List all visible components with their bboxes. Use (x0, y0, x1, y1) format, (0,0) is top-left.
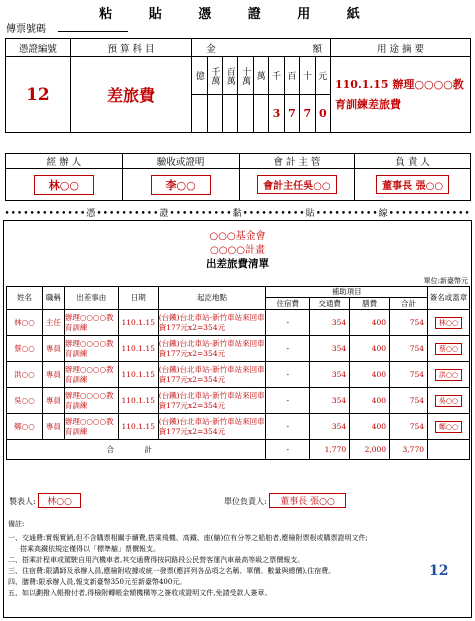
row-route: (台鐵)台北車站-新竹車站來回車資177元x2=354元 (158, 388, 266, 414)
row-transport: 354 (310, 414, 350, 440)
digit-yi (192, 95, 207, 133)
digit-yuan: 0 (315, 95, 330, 133)
col-title: 職稱 (42, 287, 64, 310)
handler-cell (6, 169, 123, 201)
transfer-no-label: 傳票號碼 (6, 24, 46, 35)
total-label: 合 計 (7, 440, 266, 460)
amount-header (192, 39, 331, 57)
document-title: 粘 貼 憑 證 用 紙 (99, 7, 376, 22)
row-sign (428, 336, 470, 362)
row-route: (台鐵)台北車站-新竹車站來回車資177元x2=354元 (158, 362, 266, 388)
notes-section (8, 519, 470, 599)
col-name: 姓名 (7, 287, 43, 310)
row-route: (台鐵)台北車站-新竹車站來回車資177元x2=354元 (158, 336, 266, 362)
handler-header: 經 辦 人 (6, 154, 123, 169)
unit-qian: 千 (269, 57, 284, 95)
table-row (7, 336, 470, 362)
preparer-label: 製表人: (9, 497, 36, 506)
col-sign: 簽名或蓋章 (428, 287, 470, 310)
amount-header-right: 額 (312, 43, 322, 55)
row-lodging: - (266, 310, 310, 336)
row-title: 專員 (42, 388, 64, 414)
row-meals: 400 (350, 310, 390, 336)
total-lodging: - (266, 440, 310, 460)
row-lodging: - (266, 362, 310, 388)
responsible-cell (355, 169, 471, 201)
preparer-section (9, 493, 81, 508)
purpose-value: 110.1.15 辦理○○○○教育訓練差旅費 (330, 57, 470, 133)
unit-shiwan: 十萬 (238, 57, 253, 95)
budget-subject-value: 差旅費 (70, 57, 191, 133)
row-title: 主任 (42, 310, 64, 336)
row-route: (台鐵)台北車站-新竹車站來回車資177元x2=354元 (158, 414, 266, 440)
plan-name: ○○○○計畫 (210, 245, 265, 256)
col-total: 合計 (390, 298, 428, 310)
row-lodging: - (266, 414, 310, 440)
row-lodging: - (266, 336, 310, 362)
unit-yuan: 元 (315, 57, 330, 95)
row-lodging: - (266, 388, 310, 414)
row-transport: 354 (310, 362, 350, 388)
col-meals: 膳費 (350, 298, 390, 310)
row-date: 110.1.15 (118, 388, 158, 414)
row-route: (台鐵)台北車站-新竹車站來回車資177元x2=354元 (158, 310, 266, 336)
digit-baiwan (223, 95, 238, 133)
sign-stamp: 蔡○○ (435, 343, 462, 355)
row-reason: 辦理○○○○教育訓練 (64, 414, 118, 440)
row-sign (428, 310, 470, 336)
row-meals: 400 (350, 336, 390, 362)
page-number: 12 (429, 563, 449, 579)
unit-head-stamp: 董事長 張○○ (269, 493, 346, 508)
unit-head-label: 單位負責人: (224, 497, 267, 506)
expense-rows (7, 310, 470, 440)
row-name: 吳○○ (7, 388, 43, 414)
unit-qianwan: 千萬 (207, 57, 222, 95)
unit-baiwan: 百萬 (223, 57, 238, 95)
sign-stamp: 吳○○ (435, 395, 462, 407)
total-row (7, 440, 470, 460)
row-name: 鄭○○ (7, 414, 43, 440)
digit-bai: 7 (284, 95, 299, 133)
row-meals: 400 (350, 388, 390, 414)
digit-qianwan (207, 95, 222, 133)
responsible-stamp: 董事長 張○○ (376, 175, 449, 194)
row-date: 110.1.15 (118, 362, 158, 388)
row-transport: 354 (310, 388, 350, 414)
row-total: 754 (390, 388, 428, 414)
travel-expense-form (3, 220, 472, 618)
notes-title: 備註: (8, 520, 25, 528)
note-item: 搭乘高鐵依規定僅得以「標準艙」票價報支。 (20, 545, 160, 553)
col-date: 日期 (118, 287, 158, 310)
voucher-table (5, 38, 471, 133)
preparer-stamp: 林○○ (38, 493, 81, 508)
purpose-header: 用 途 摘 要 (330, 39, 470, 57)
row-sign (428, 414, 470, 440)
row-transport: 354 (310, 336, 350, 362)
col-reason: 出差事由 (64, 287, 118, 310)
form-name: 出差旅費清單 (206, 258, 269, 270)
row-total: 754 (390, 362, 428, 388)
total-sign (428, 440, 470, 460)
row-title: 專員 (42, 336, 64, 362)
row-name: 洪○○ (7, 362, 43, 388)
row-name: 蔡○○ (7, 336, 43, 362)
row-title: 專員 (42, 362, 64, 388)
row-name: 林○○ (7, 310, 43, 336)
signature-table (5, 153, 471, 201)
org-name: ○○○基金會 (209, 231, 266, 242)
currency-unit: 單位:新臺幣元 (423, 277, 468, 285)
sign-stamp: 洪○○ (435, 369, 462, 381)
table-row (7, 414, 470, 440)
total-meals: 2,000 (350, 440, 390, 460)
col-route: 起訖地點 (158, 287, 266, 310)
note-item: 一、交通費:實報實銷,但不含購票相關手續費,搭乘飛機、高鐵、座(艙)位有分等之船舶者,應檢附票根或購票證明文件; (8, 534, 368, 542)
total-total: 3,770 (390, 440, 428, 460)
note-item: 二、搭乘計程車或駕駛自用汽機車者,其交通費得按同路段公民營客運汽車最高等級之票價報支。 (8, 556, 305, 564)
row-sign (428, 362, 470, 388)
handler-stamp: 林○○ (34, 175, 94, 195)
row-transport: 354 (310, 310, 350, 336)
digit-shiwan (238, 95, 253, 133)
row-meals: 400 (350, 414, 390, 440)
col-subsidy: 補助項目 (266, 287, 428, 298)
transfer-no-line (58, 31, 128, 32)
sign-stamp: 鄭○○ (435, 421, 462, 433)
note-item: 五、如以劃撥入帳撥付者,得檢附轉帳金額機構等之簽收或證明文件,免請受款人簽章。 (8, 589, 272, 597)
note-item: 三、住宿費:限講師及承辦人員,應檢附收據或統一發票(應詳列各品項之名稱、單價、數量與總價),住宿費。 (8, 567, 336, 575)
row-reason: 辦理○○○○教育訓練 (64, 336, 118, 362)
note-item: 四、膳費:限承辦人員,報支新臺幣350元至新臺幣400元。 (8, 578, 187, 586)
row-date: 110.1.15 (118, 310, 158, 336)
row-date: 110.1.15 (118, 414, 158, 440)
expense-table (6, 286, 470, 460)
accounting-stamp: 會計主任吳○○ (257, 175, 336, 194)
unit-head-section (224, 493, 346, 508)
voucher-no-header: 憑證編號 (6, 39, 71, 57)
sign-stamp: 林○○ (435, 317, 462, 329)
row-reason: 辦理○○○○教育訓練 (64, 388, 118, 414)
verifier-stamp: 李○○ (151, 175, 211, 195)
row-sign (428, 388, 470, 414)
accounting-header: 會 計 主 管 (239, 154, 355, 169)
amount-header-left: 金 (206, 43, 216, 55)
verifier-header: 驗收或證明 (122, 154, 239, 169)
digit-wan (253, 95, 268, 133)
table-row (7, 388, 470, 414)
accounting-cell (239, 169, 355, 201)
budget-subject-header: 預 算 科 目 (70, 39, 191, 57)
col-transport: 交通費 (310, 298, 350, 310)
row-meals: 400 (350, 362, 390, 388)
row-reason: 辦理○○○○教育訓練 (64, 310, 118, 336)
row-reason: 辦理○○○○教育訓練 (64, 362, 118, 388)
row-title: 專員 (42, 414, 64, 440)
unit-wan: 萬 (253, 57, 268, 95)
row-total: 754 (390, 310, 428, 336)
row-total: 754 (390, 414, 428, 440)
col-lodging: 住宿費 (266, 298, 310, 310)
row-date: 110.1.15 (118, 336, 158, 362)
table-row (7, 362, 470, 388)
responsible-header: 負 責 人 (355, 154, 471, 169)
row-total: 754 (390, 336, 428, 362)
digit-shi: 7 (300, 95, 315, 133)
digit-qian: 3 (269, 95, 284, 133)
total-transport: 1,770 (310, 440, 350, 460)
voucher-no-value: 12 (6, 57, 71, 133)
cut-line: •••••••••••••憑••••••••••證••••••••••黏••••••••••貼••••••••••線••••••••••••• (4, 209, 471, 219)
table-row (7, 310, 470, 336)
unit-shi: 十 (300, 57, 315, 95)
unit-yi: 億 (192, 57, 207, 95)
unit-bai: 百 (284, 57, 299, 95)
verifier-cell (122, 169, 239, 201)
